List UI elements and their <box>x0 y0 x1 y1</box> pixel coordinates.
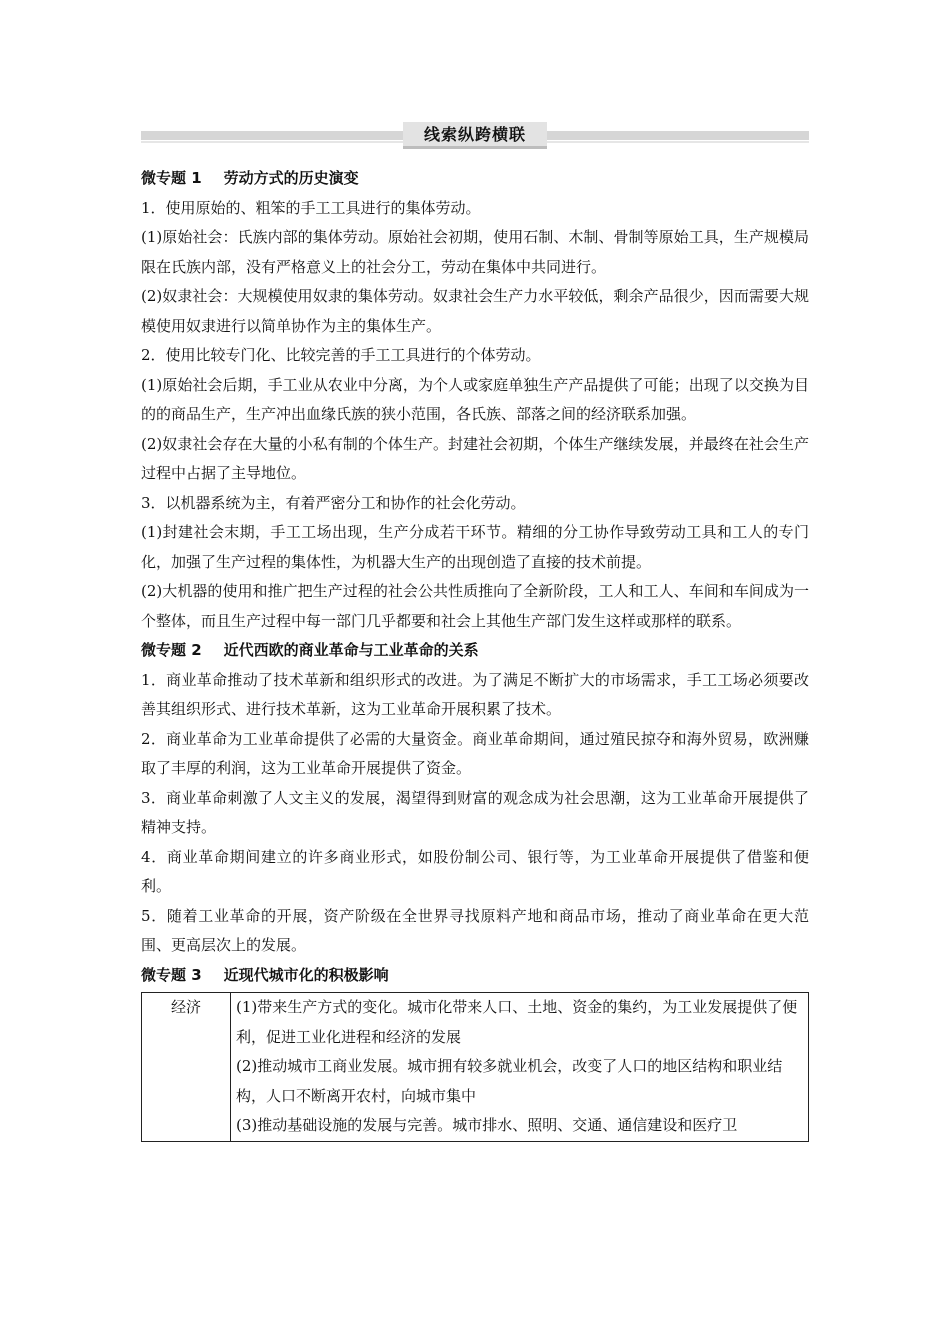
impact-table <box>141 992 809 1142</box>
table-category-cell: 经济 <box>142 993 231 1142</box>
paragraph: 5．随着工业革命的开展，资产阶级在全世界寻找原料产地和商品市场，推动了商业革命在更大范围、更高层次上的发展。 <box>141 906 809 954</box>
paragraph: (1)封建社会末期，手工工场出现，生产分成若干环节。精细的分工协作导致劳动工具和工人的专门化，加强了生产过程的集体性，为机器大生产的出现创造了直接的技术前提。 <box>141 523 809 571</box>
topic-3-title: 近现代城市化的积极影响 <box>223 965 389 984</box>
topic-3-label: 微专题 3 <box>141 965 202 984</box>
topic-3-heading <box>141 961 809 991</box>
topic-2-label: 微专题 2 <box>141 641 202 659</box>
topic-1-label: 微专题 1 <box>141 169 202 187</box>
table-line: (3)推动基础设施的发展与完善。城市排水、照明、交通、通信建设和医疗卫 <box>236 1116 738 1134</box>
topic-2-heading <box>141 636 809 666</box>
section-banner <box>141 122 809 148</box>
paragraph: (1)原始社会后期，手工业从农业中分离，为个人或家庭单独生产产品提供了可能；出现了以交换为目的的商品生产，生产冲出血缘氏族的狭小范围，各氏族、部落之间的经济联系加强。 <box>141 375 809 423</box>
topic-1-title: 劳动方式的历史演变 <box>223 169 359 187</box>
paragraph: (2)奴隶社会存在大量的小私有制的个体生产。封建社会初期，个体生产继续发展，并最终在社会生产过程中占据了主导地位。 <box>141 434 809 482</box>
paragraph: 3．以机器系统为主，有着严密分工和协作的社会化劳动。 <box>141 493 526 512</box>
topic-1-heading <box>141 164 809 194</box>
paragraph: 2．商业革命为工业革命提供了必需的大量资金。商业革命期间，通过殖民掠夺和海外贸易，欧洲赚取了丰厚的利润，这为工业革命开展提供了资金。 <box>141 729 809 777</box>
banner-title: 线索纵跨横联 <box>403 122 547 149</box>
document-page <box>141 122 809 1142</box>
paragraph: 1．商业革命推动了技术革新和组织形式的改进。为了满足不断扩大的市场需求，手工工场必须要改善其组织形式、进行技术革新，这为工业革命开展积累了技术。 <box>141 670 809 718</box>
topic-2-title: 近代西欧的商业革命与工业革命的关系 <box>223 641 479 659</box>
paragraph: 4．商业革命期间建立的许多商业形式，如股份制公司、银行等，为工业革命开展提供了借鉴和便利。 <box>141 847 809 895</box>
table-content-cell <box>231 993 809 1142</box>
paragraph: 2．使用比较专门化、比较完善的手工工具进行的个体劳动。 <box>141 346 541 364</box>
paragraph: 1．使用原始的、粗笨的手工工具进行的集体劳动。 <box>141 198 481 217</box>
paragraph: 3．商业革命刺激了人文主义的发展，渴望得到财富的观念成为社会思潮，这为工业革命开展提供了精神支持。 <box>141 788 809 836</box>
paragraph: (2)奴隶社会：大规模使用奴隶的集体劳动。奴隶社会生产力水平较低，剩余产品很少，因而需要大规模使用奴隶进行以简单协作为主的集体生产。 <box>141 287 809 335</box>
table-line: (2)推动城市工商业发展。城市拥有较多就业机会，改变了人口的地区结构和职业结构，人口不断离开农村，向城市集中 <box>236 1057 783 1105</box>
paragraph: (2)大机器的使用和推广把生产过程的社会公共性质推向了全新阶段，工人和工人、车间和车间成为一个整体，而且生产过程中每一部门几乎都要和社会上其他生产部门发生这样或那样的联系。 <box>141 582 809 630</box>
table-line: (1)带来生产方式的变化。城市化带来人口、土地、资金的集约，为工业发展提供了便利，促进工业化进程和经济的发展 <box>236 998 798 1046</box>
table-row <box>142 993 809 1142</box>
paragraph: (1)原始社会：氏族内部的集体劳动。原始社会初期，使用石制、木制、骨制等原始工具，生产规模局限在氏族内部，没有严格意义上的社会分工，劳动在集体中共同进行。 <box>141 228 809 276</box>
